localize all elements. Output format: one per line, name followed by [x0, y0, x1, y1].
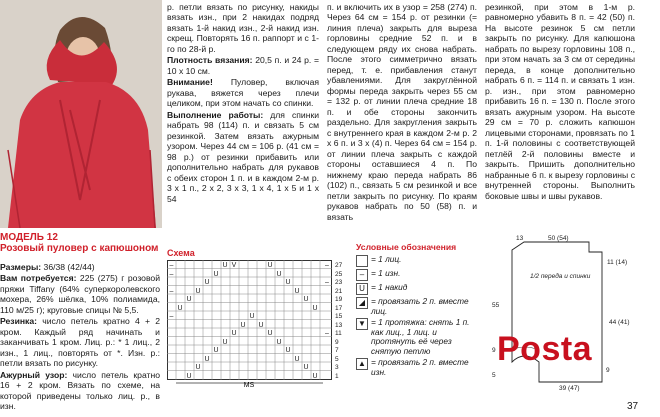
knitting-chart	[167, 260, 353, 388]
svg-text:U: U	[276, 271, 282, 278]
model-photo-illustration	[0, 0, 162, 228]
scheme-ms-label: MS	[243, 382, 255, 388]
svg-text:U: U	[303, 296, 309, 303]
svg-text:U: U	[231, 330, 237, 337]
row-number: 15	[335, 313, 343, 320]
watermark-text: Posta	[497, 330, 593, 368]
legend-title: Условные обозначения	[356, 242, 457, 252]
svg-text:U: U	[312, 373, 318, 380]
paragraph	[0, 262, 160, 272]
row-number: 9	[335, 339, 339, 346]
dim-label: 44 (41)	[609, 319, 630, 326]
svg-text:U: U	[294, 288, 300, 295]
svg-text:U: U	[213, 347, 219, 354]
svg-text:U: U	[195, 364, 201, 371]
model-subtitle: Розовый пуловер с капюшоном	[0, 243, 159, 254]
text: число петель кратно 4 + 2 кром. Каждый ряд начинать и заканчивать 1 кром. Лиц. р.: * 1 лиц., 2 изн., 1 лиц., повторять от *. Изн. р.: петли вязать по рисунку.	[0, 316, 160, 369]
legend-item	[356, 283, 480, 295]
instructions-col3	[327, 2, 477, 223]
instructions-col4	[485, 2, 635, 202]
dim-label: 39 (47)	[559, 385, 580, 392]
legend-item	[356, 269, 480, 281]
svg-text:U: U	[258, 322, 264, 329]
label: Вам потребуется:	[0, 273, 77, 284]
text: число петель кратно 16 + 2 кром. Вязать по схеме, на которой приведены только лиц. р., в изн.	[0, 369, 160, 412]
row-number: 5	[335, 356, 339, 363]
svg-text:–: –	[169, 288, 174, 295]
legend-item	[356, 318, 480, 356]
row-number: 27	[335, 262, 343, 269]
svg-text:–: –	[325, 279, 329, 286]
svg-text:–: –	[169, 313, 174, 320]
svg-text:–: –	[169, 262, 174, 269]
paragraph	[0, 370, 160, 412]
paragraph	[0, 316, 160, 368]
yarn-over-icon: U	[356, 283, 368, 295]
knit-stitch-icon	[356, 255, 368, 267]
paragraph	[167, 77, 319, 108]
instructions-col1	[0, 262, 160, 413]
label: Резинка:	[0, 316, 37, 327]
svg-text:U: U	[267, 262, 273, 269]
legend-item	[356, 255, 480, 267]
dim-label: 13	[516, 235, 524, 242]
dim-label: 9	[492, 347, 496, 354]
legend	[356, 242, 480, 379]
dim-label: 5	[492, 372, 496, 379]
legend-item	[356, 297, 480, 316]
svg-text:U: U	[222, 262, 228, 269]
svg-text:U: U	[222, 339, 228, 346]
legend-text: = провязать 2 п. вместе изн.	[371, 357, 469, 377]
svg-text:U: U	[285, 279, 291, 286]
dim-label: 55	[492, 302, 500, 309]
svg-text:U: U	[240, 322, 246, 329]
legend-text: = 1 изн.	[371, 268, 401, 278]
paragraph: резинкой, при этом в 1-м р. равномерно убавить 8 п. = 42 (50) п. На высоте резинок 5 см петли закрыть по рисунку. Для капюшона набрать по вырезу горловины 108 п., при этом начать за 3 см от середины переда, в конце дополнительно набрать 6 п. = 114 п. и связать 1 изн. р. изн., при этом равномерно прибавить 16 п. = 130 п. После этого вязать ажурным узором. На высоте 29 см = 70 р. сложить капюшон лицевыми сторонами, провязать по 1 п. 1-й половины с соответствующей петлёй 2-й половины вместе и закрыть. Пришить дополнительно набранные 6 п. к вырезу горловины с внутренней стороны. Выполнить боковые швы и швы рукавов.	[485, 2, 636, 201]
svg-text:U: U	[294, 356, 300, 363]
text: 20,5 п. и 24 р. = 10 х 10 см.	[167, 55, 319, 76]
model-photo	[0, 0, 162, 228]
legend-item	[356, 358, 480, 377]
text: 36/38 (42/44)	[41, 262, 95, 272]
label: Плотность вязания:	[167, 55, 253, 66]
text: Пуловер, включая рукава, вяжется через плечи целиком, при этом начать со спинки.	[167, 77, 319, 109]
svg-text:U: U	[204, 279, 210, 286]
row-number: 25	[335, 271, 343, 278]
watermark	[497, 330, 592, 369]
knitting-chart-grid	[167, 260, 353, 388]
row-number: 17	[335, 305, 343, 312]
row-number: 11	[335, 330, 342, 337]
p2tog-icon: ▲	[356, 358, 368, 370]
row-number: 1	[335, 373, 339, 380]
model-title: МОДЕЛЬ 12	[0, 232, 58, 243]
label: Ажурный узор:	[0, 369, 68, 380]
svg-text:–: –	[325, 330, 329, 337]
svg-text:–: –	[169, 271, 174, 278]
diagram-label: 1/2 переда и спинки	[530, 273, 591, 280]
label: Размеры:	[0, 262, 42, 272]
paragraph	[167, 55, 319, 76]
svg-text:U: U	[312, 305, 318, 312]
paragraph	[0, 273, 160, 315]
text: р. петли вязать по рисунку, накиды вязать изн., при 2 накидах подряд вязать 1-й накид изн., 2-й накид изн. скрещ. Повторять 16 п. раппорт и с 1-го по 28-й р.	[167, 2, 319, 54]
page-number: 37	[627, 401, 639, 412]
svg-text:U: U	[285, 347, 291, 354]
legend-text: = провязать 2 п. вместе лиц.	[371, 296, 469, 316]
svg-text:U: U	[186, 373, 192, 380]
row-number: 13	[335, 322, 343, 329]
svg-text:U: U	[195, 288, 201, 295]
text: для спинки набрать 98 (114) п. и связать 5 см резинкой. Затем вязать ажурным узором. Через 44 см = 106 р. (41 см = 98 р.) от резинки прибавить или дополнительно набрать для рукавов с обеих сторон 1 п. и в каждом 2-м р. 3 х 1 п., 2 х 2, 3 х 3, 1 х 4, 1 х 5 и 1 х 54	[167, 109, 320, 204]
legend-text: = 1 накид	[371, 282, 408, 292]
label: Выполнение работы:	[167, 109, 264, 120]
dim-label: 9	[606, 367, 610, 374]
legend-text: = 1 протяжка: снять 1 п. как лиц., 1 лиц. и протянуть её через снятую петлю	[371, 317, 470, 356]
model-heading	[0, 232, 164, 254]
svg-text:U: U	[267, 330, 273, 337]
svg-text:U: U	[204, 356, 210, 363]
svg-text:U: U	[303, 364, 309, 371]
paragraph	[167, 110, 319, 204]
svg-text:–: –	[325, 262, 329, 269]
dim-label: 50 (54)	[548, 235, 569, 242]
instructions-col2	[167, 2, 319, 205]
row-number: 21	[335, 288, 343, 295]
row-number: 23	[335, 279, 343, 286]
svg-text:U: U	[276, 339, 282, 346]
purl-stitch-icon: –	[356, 269, 368, 281]
skpo-icon: ▼	[356, 318, 368, 330]
scheme-title: Схема	[167, 248, 195, 258]
text: 225 (275) г розовой пряжи Tiffany (64% суперкоролевского мохера, 26% шёлка, 10% полиамида, 110 м/25 г); круговые спицы № 5,5.	[0, 273, 160, 315]
svg-text:U: U	[177, 305, 183, 312]
paragraph: п. и включить их в узор = 258 (274) п. Через 64 см = 154 р. от резинки (= линия плеча) закрыть для выреза горловины средние 52 п. и в следующем ряду их снова набрать. После этого симметрично вязать перед, т. е. прибавления станут убавлениями. Для закруглённой формы переда закрыть через 55 см = 132 р. от линии плеча средние 18 п. и обе стороны закончить раздельно. Для закругления закрыть с внутреннего края в каждом 2-м р. 2 х 6 п. и 3 х (4) п. Через 64 см = 154 р. от линии плеча закрыть с каждой стороны оставшиеся 4 п. По нижнему краю переда набрать 86 (102) п., связать 5 см резинкой и все петли закрыть по рисунку. По краям рукавов набрать по 50 (58) п. и вязать	[327, 2, 477, 222]
legend-text: = 1 лиц.	[371, 254, 402, 264]
row-number: 19	[335, 296, 343, 303]
k2tog-icon: ◢	[356, 297, 368, 309]
svg-text:U: U	[186, 296, 192, 303]
svg-text:U: U	[213, 271, 219, 278]
paragraph	[167, 2, 319, 54]
svg-text:U: U	[249, 313, 255, 320]
svg-text:V: V	[231, 262, 237, 269]
dim-label: 11 (14)	[607, 259, 628, 266]
row-number: 3	[335, 364, 339, 371]
label: Внимание!	[167, 77, 213, 88]
row-number: 7	[335, 347, 339, 354]
